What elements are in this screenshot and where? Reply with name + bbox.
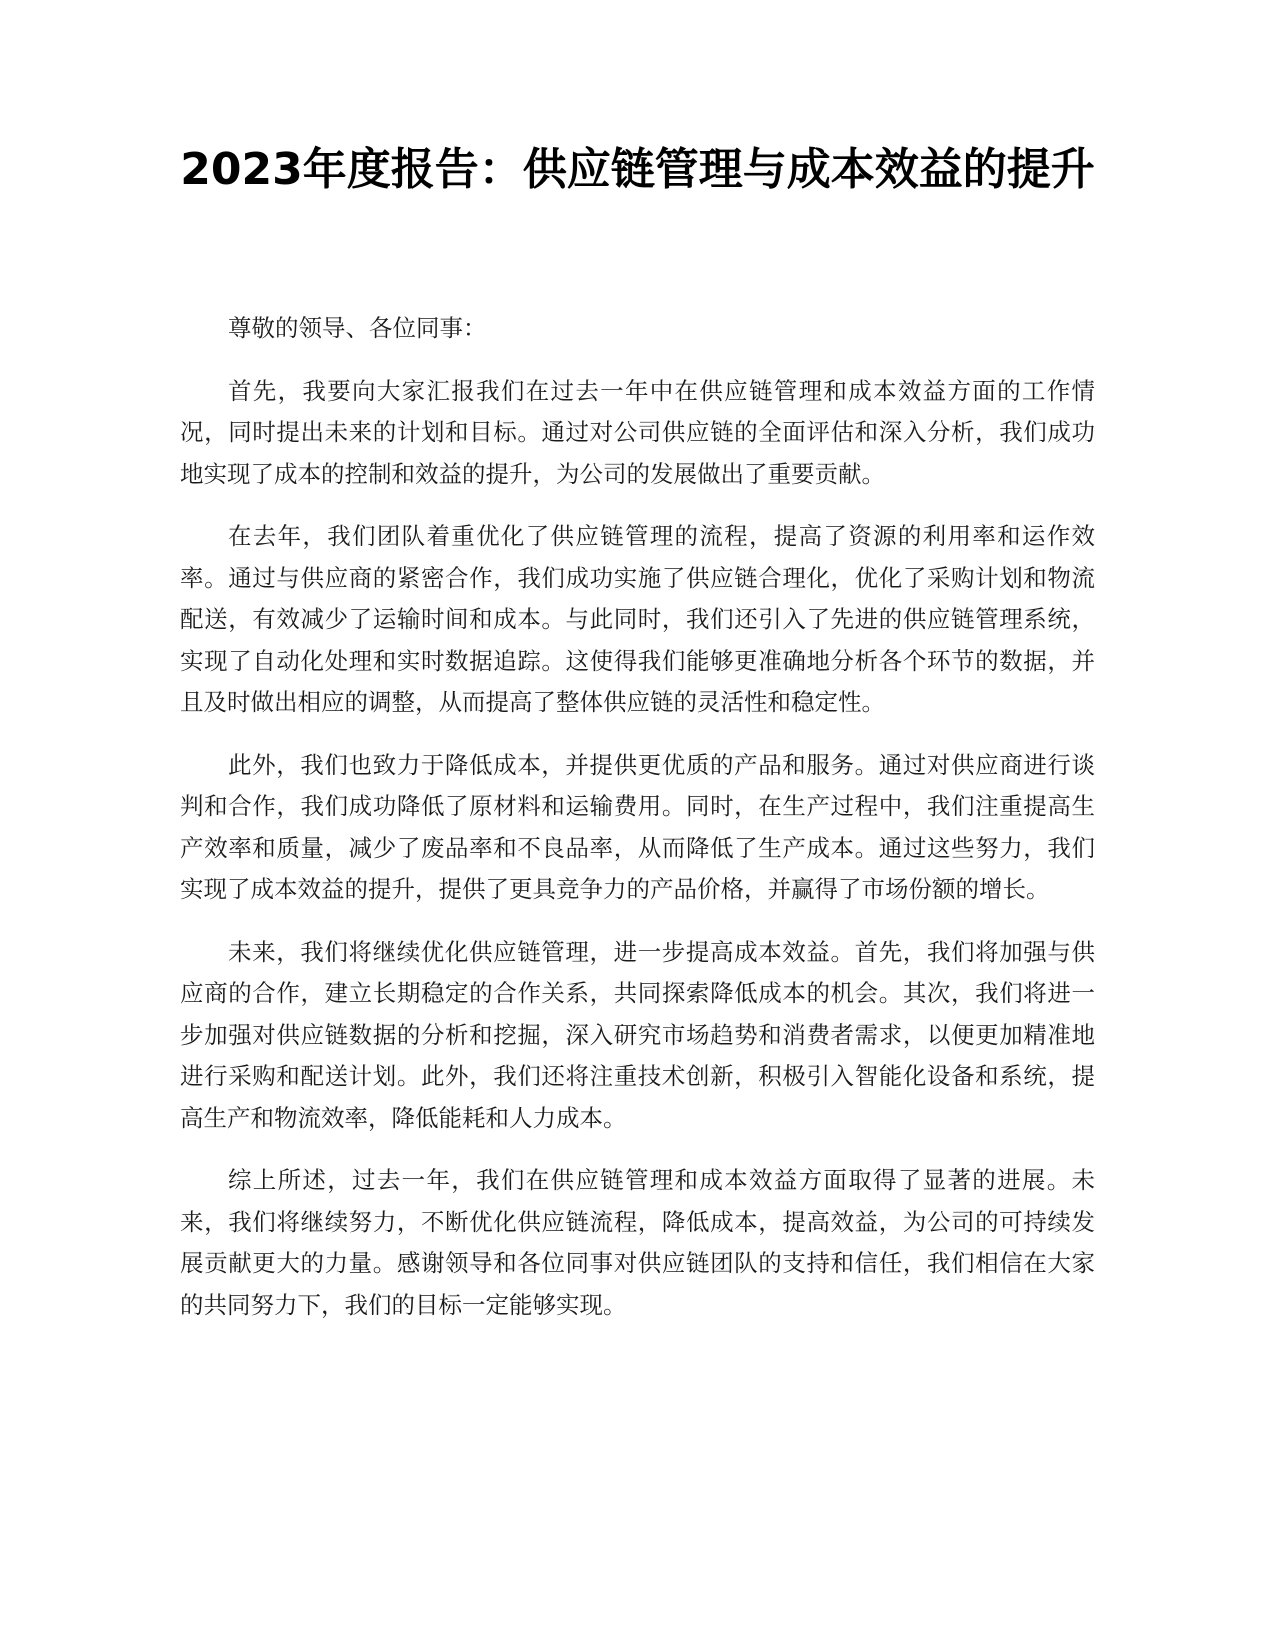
greeting: 尊敬的领导、各位同事： [228, 314, 487, 342]
paragraph-process-optimization: 在去年，我们团队着重优化了供应链管理的流程，提高了资源的利用率和运作效率。通过与供应商的紧密合作，我们成功实施了供应链合理化，优化了采购计划和物流配送，有效减少了运输时间和成本。与此同时，我们还引入了先进的供应链管理系统，实现了自动化处理和实时数据追踪。这使得我们能够更准确地分析各个环节的数据，并且及时做出相应的调整，从而提高了整体供应链的灵活性和稳定性。 [180, 522, 1095, 716]
document-body [180, 308, 1095, 1347]
paragraph-intro: 首先，我要向大家汇报我们在过去一年中在供应链管理和成本效益方面的工作情况，同时提出未来的计划和目标。通过对公司供应链的全面评估和深入分析，我们成功地实现了成本的控制和效益的提升，为公司的发展做出了重要贡献。 [180, 376, 1095, 488]
document-title: 2023年度报告：供应链管理与成本效益的提升 [180, 144, 1095, 195]
paragraph-conclusion: 综上所述，过去一年，我们在供应链管理和成本效益方面取得了显著的进展。未来，我们将继续努力，不断优化供应链流程，降低成本，提高效益，为公司的可持续发展贡献更大的力量。感谢领导和各位同事对供应链团队的支持和信任，我们相信在大家的共同努力下，我们的目标一定能够实现。 [180, 1166, 1095, 1319]
paragraph-cost-reduction: 此外，我们也致力于降低成本，并提供更优质的产品和服务。通过对供应商进行谈判和合作，我们成功降低了原材料和运输费用。同时，在生产过程中，我们注重提高生产效率和质量，减少了废品率和不良品率，从而降低了生产成本。通过这些努力，我们实现了成本效益的提升，提供了更具竞争力的产品价格，并赢得了市场份额的增长。 [180, 750, 1095, 903]
paragraph-future-plans: 未来，我们将继续优化供应链管理，进一步提高成本效益。首先，我们将加强与供应商的合作，建立长期稳定的合作关系，共同探索降低成本的机会。其次，我们将进一步加强对供应链数据的分析和挖掘，深入研究市场趋势和消费者需求，以便更加精准地进行采购和配送计划。此外，我们还将注重技术创新，积极引入智能化设备和系统，提高生产和物流效率，降低能耗和人力成本。 [180, 937, 1095, 1132]
